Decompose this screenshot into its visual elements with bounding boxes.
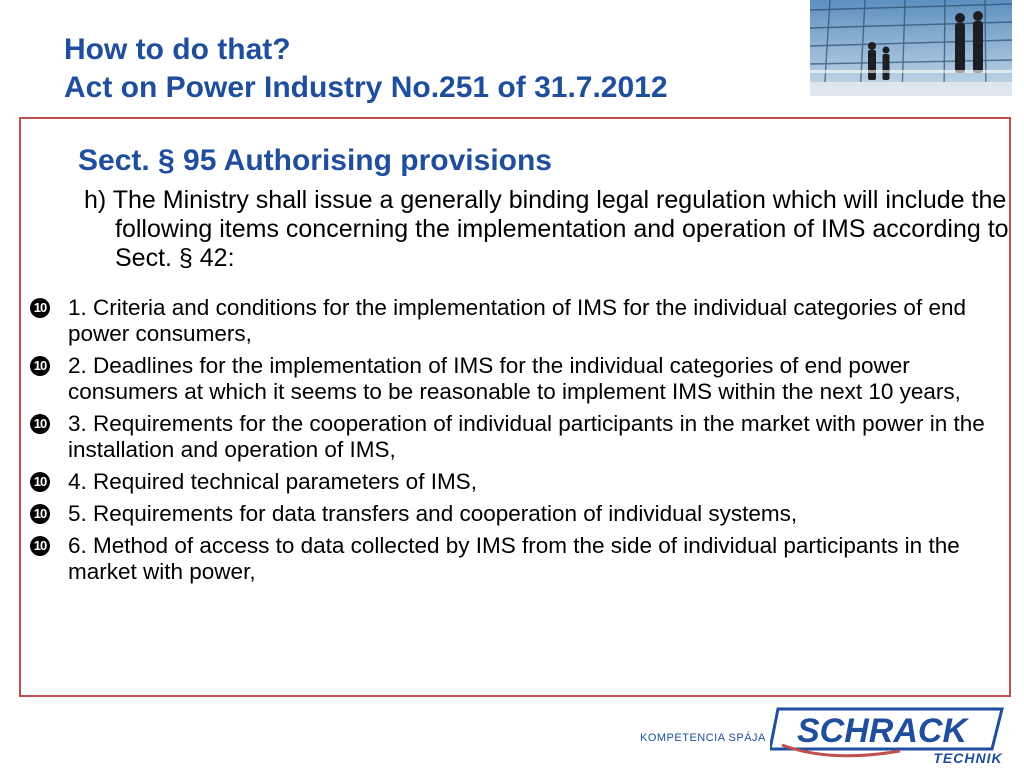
numbered-bullet-icon: 10 bbox=[30, 414, 50, 434]
list-item-text: 4. Required technical parameters of IMS, bbox=[68, 469, 477, 494]
list-item-text: 2. Deadlines for the implementation of IMS for the individual categories of end power consumers at which it seems to be reasonable to implement IMS within the next 10 years, bbox=[68, 353, 961, 404]
provisions-list bbox=[30, 295, 1010, 591]
list-item-text: 3. Requirements for the cooperation of individual participants in the market with power in the installation and operation of IMS, bbox=[68, 411, 985, 462]
list-item bbox=[30, 353, 1010, 405]
list-item-text: 6. Method of access to data collected by IMS from the side of individual participants in the market with power, bbox=[68, 533, 960, 584]
list-item bbox=[30, 533, 1010, 585]
logo-subtext: TECHNIK bbox=[933, 750, 1003, 765]
business-people-photo bbox=[810, 0, 1012, 96]
list-item bbox=[30, 469, 1010, 495]
list-item bbox=[30, 501, 1010, 527]
numbered-bullet-icon: 10 bbox=[30, 504, 50, 524]
list-item bbox=[30, 411, 1010, 463]
photo-illustration bbox=[810, 0, 1012, 96]
numbered-bullet-icon: 10 bbox=[30, 472, 50, 492]
section-heading: Sect. § 95 Authorising provisions bbox=[78, 144, 552, 177]
brand-footer bbox=[640, 705, 1010, 765]
schrack-logo bbox=[770, 705, 1010, 765]
numbered-bullet-icon: 10 bbox=[30, 356, 50, 376]
list-item-text: 5. Requirements for data transfers and cooperation of individual systems, bbox=[68, 501, 798, 526]
list-item-text: 1. Criteria and conditions for the implementation of IMS for the individual categories of end power consumers, bbox=[68, 295, 966, 346]
logo-wordmark: SCHRACK bbox=[797, 712, 967, 750]
numbered-bullet-icon: 10 bbox=[30, 298, 50, 318]
page-title-line-2: Act on Power Industry No.251 of 31.7.2012 bbox=[64, 71, 668, 104]
numbered-bullet-icon: 10 bbox=[30, 536, 50, 556]
page-title-line-1: How to do that? bbox=[64, 33, 291, 66]
intro-paragraph: h) The Ministry shall issue a generally binding legal regulation which will include the following items concerning the implementation and operation of IMS according to Sect. § 42: bbox=[84, 186, 1009, 272]
brand-tagline: KOMPETENCIA SPÁJA bbox=[640, 732, 766, 744]
list-item bbox=[30, 295, 1010, 347]
